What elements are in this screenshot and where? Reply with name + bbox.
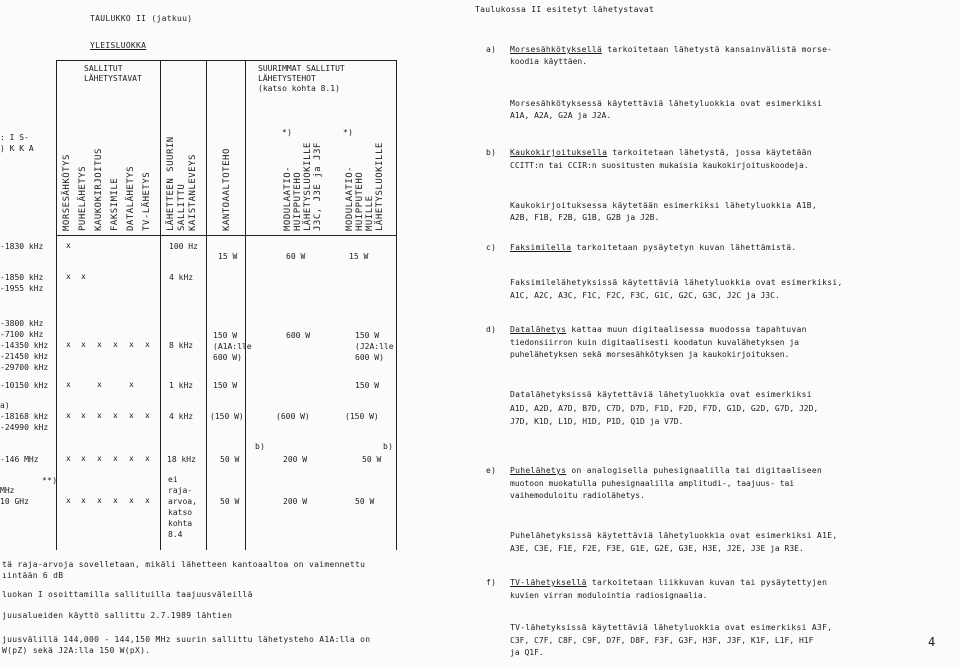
row-mark: x (66, 241, 71, 250)
page-mark: 4 (928, 635, 936, 649)
row-carrier: (150 W) (210, 412, 244, 421)
row-freq: -1850 kHz -1955 kHz (0, 273, 44, 293)
item-letter: e) (486, 466, 497, 475)
row-mark: x (66, 411, 71, 420)
row-bw: 18 kHz (167, 455, 196, 464)
item-text: Faksimilelähetyksissä käytettäviä lähetyluokkia ovat esimerkiksi, (510, 278, 843, 287)
col-header-bw: LÄHETTEEN SUURIN SALLITTU KAISTANLEVEYS (166, 136, 198, 231)
row-pep-other: 150 W (J2A:lle 600 W) (355, 331, 394, 362)
row-mark: x (145, 496, 150, 505)
row-freq-mark: **) (42, 476, 58, 485)
item-text-more: C3F, C7F, C8F, C9F, D7F, D8F, F3F, G3F, H3F, J3F, K1F, L1F, H1F ja Q1F. (510, 636, 814, 657)
row-bw: 1 kHz (169, 381, 194, 390)
row-mark: x (66, 496, 71, 505)
item-letter: d) (486, 325, 497, 334)
item-lead: Puhelähetys (510, 466, 567, 475)
footnote-line: juusalueiden käyttö sallittu 2.7.1989 lähtien (2, 611, 233, 620)
col-header-pep-j3: MODULAATIO-HUIPPUTEHO LÄHETYSLUOKILLE J3C, J3E ja J3F (283, 142, 323, 231)
item-lead: Datalähetys (510, 325, 567, 334)
item-text-more: muotoon muokatulla puhesignaalilla amplitudi-, taajuus- tai vaihemoduloitu radiolähetys. (510, 479, 795, 500)
row-mark: x (145, 340, 150, 349)
section-title: YLEISLUOKKA (90, 41, 147, 50)
item-paragraph (510, 325, 807, 334)
item-text: Datalähetyksissä käytettäviä lähetyluokkia ovat esimerkiksi (510, 390, 812, 399)
row-pep-other: 150 W (355, 381, 380, 390)
row-pep-j3: 60 W (286, 252, 306, 261)
row-freq: -3800 kHz -7100 kHz -14350 kHz -21450 kHz -29700 kHz (0, 319, 49, 372)
footnote-line: luokan I osoittamilla sallituilla taajuusväleillä (2, 590, 253, 599)
row-mark: x (66, 380, 71, 389)
row-carrier: 150 W (213, 381, 238, 390)
row-mark: x (129, 340, 134, 349)
col-header-carrier: KANTOAALTOTEHO (222, 148, 232, 231)
row-mark: x (97, 340, 102, 349)
item-text: TV-lähetyksissä käytettäviä lähetyluokkia ovat esimerkiksi A3F, (510, 623, 833, 632)
item-lead: Faksimilella (510, 243, 572, 252)
item-text: tarkoitetaan lähetystä kansainvälistä morse- (602, 45, 833, 54)
row-mark: x (113, 496, 118, 505)
item-paragraph (510, 578, 827, 587)
item-letter: b) (486, 148, 497, 157)
item-paragraph (510, 243, 797, 252)
col-header-puhe: PUHELÄHETYS (78, 165, 88, 231)
col-header-tv: TV-LÄHETYS (142, 171, 152, 231)
item-text: on analogisella puhesignaalilla tai digitaaliseen (566, 466, 823, 475)
item-text: Kaukokirjoituksessa käytetään esimerkiksi lähetyluokkia A1B, (510, 201, 817, 210)
row-pep-other: 15 W (349, 252, 369, 261)
item-paragraph (510, 45, 832, 54)
row-bw: ei raja- arvoa, katso kohta 8.4 (168, 475, 197, 539)
row-mark: x (113, 454, 118, 463)
col-header-mark: *) (282, 128, 293, 137)
col-header-data: DATALÄHETYS (126, 165, 136, 231)
table-rule (396, 60, 397, 550)
row-pep-other: 50 W (355, 497, 375, 506)
row-mark: x (113, 340, 118, 349)
left-cut-label: : I S- ) K K A (0, 133, 34, 153)
item-text-more: A1A, A2A, G2A ja J2A. (510, 111, 612, 120)
item-text-more: CCITT:n tai CCIR:n suositusten mukaisia kaukokirjoituskoodeja. (510, 161, 809, 170)
table-rule (160, 60, 161, 550)
right-header-title: Taulukossa II esitetyt lähetystavat (475, 5, 655, 14)
item-text-more: A2B, F1B, F2B, G1B, G2B ja J2B. (510, 213, 660, 222)
item-text-more: tiedonsiirron kuin digitaalisesti koodatun kuvalähetyksen ja puhelähetyksen sekä morsesähkötyksen ja kaukokirjoituksen. (510, 338, 799, 359)
row-freq: a) -18168 kHz -24990 kHz (0, 401, 49, 432)
row-mark: x (129, 454, 134, 463)
col-group-suurimmat: SUURIMMAT SALLITUT LÄHETYSTEHOT (katso kohta 8.1) (258, 64, 345, 93)
col-header-kauko: KAUKOKIRJOITUS (94, 148, 104, 231)
row-mark: x (145, 411, 150, 420)
row-freq: -146 MHz (0, 455, 39, 464)
item-letter: a) (486, 45, 497, 54)
item-text-more: kuvien virran modulointia radiosignaalia. (510, 591, 708, 600)
row-pep-j3: 200 W (283, 497, 308, 506)
item-letter: f) (486, 578, 497, 587)
item-lead: TV-lähetyksellä (510, 578, 587, 587)
row-mark: x (145, 454, 150, 463)
row-mark: x (66, 340, 71, 349)
footnote-line: ıintään 6 dB (2, 571, 64, 580)
left-header-title: TAULUKKO II (jatkuu) (90, 14, 193, 23)
row-mark: x (97, 496, 102, 505)
col-header-faksi: FAKSIMILE (110, 177, 120, 231)
row-mark: x (97, 380, 102, 389)
row-freq: -1830 kHz (0, 242, 44, 251)
row-bw: 8 kHz (169, 341, 194, 350)
item-letter: c) (486, 243, 497, 252)
table-rule (56, 235, 396, 236)
row-mark: x (81, 454, 86, 463)
row-b-mark: b) (255, 442, 266, 451)
table-rule (245, 60, 246, 550)
row-mark: x (81, 496, 86, 505)
item-text: tarkoitetaan pysäytetyn kuvan lähettämistä. (571, 243, 797, 252)
row-mark: x (129, 380, 134, 389)
row-freq: -10150 kHz (0, 381, 49, 390)
item-text-more: A3E, C3E, F1E, F2E, F3E, G1E, G2E, G3E, H3E, J2E, J3E ja R3E. (510, 544, 804, 553)
row-carrier: 150 W (A1A:lle 600 W) (213, 331, 252, 362)
row-mark: x (66, 454, 71, 463)
row-mark: x (81, 340, 86, 349)
col-header-mark: *) (343, 128, 354, 137)
row-carrier: 50 W (220, 497, 240, 506)
item-text: Morsesähkötyksessä käytettäviä lähetyluokkia ovat esimerkiksi (510, 99, 823, 108)
row-bw: 4 kHz (169, 412, 194, 421)
row-freq: MHz 10 GHz (0, 486, 29, 506)
row-mark: x (129, 411, 134, 420)
row-pep-j3: 600 W (286, 331, 311, 340)
item-paragraph (510, 148, 812, 157)
row-mark: x (97, 454, 102, 463)
item-lead: Morsesähkötyksellä (510, 45, 603, 54)
item-text: tarkoitetaan lähetystä, jossa käytetään (607, 148, 812, 157)
footnote-line: juusvälillä 144,000 - 144,150 MHz suurin sallittu lähetysteho A1A:lla on (2, 635, 371, 644)
item-text: kattaa muun digitaalisessa muodossa tapahtuvan (566, 325, 807, 334)
row-pep-j3: 200 W (283, 455, 308, 464)
item-text-more: koodia käyttäen. (510, 57, 588, 66)
item-paragraph (510, 466, 822, 475)
col-header-pep-other: MODULAATIO-HUIPPUTEHO MUILLE LÄHETYSLUOKILLE (345, 142, 385, 231)
footnote-line: W(pZ) sekä J2A:lla 150 W(pX). (2, 646, 151, 655)
item-lead: Kaukokirjoituksella (510, 148, 608, 157)
row-b-mark: b) (383, 442, 394, 451)
row-bw: 4 kHz (169, 273, 194, 282)
row-mark: x (129, 496, 134, 505)
row-carrier: 15 W (218, 252, 238, 261)
row-mark: x (66, 272, 71, 281)
row-pep-j3: (600 W) (276, 412, 310, 421)
item-text: tarkoitetaan liikkuvan kuvan tai pysäytettyjen (586, 578, 828, 587)
row-mark: x (113, 411, 118, 420)
table-rule (206, 60, 207, 550)
item-text-more: A1D, A2D, A7D, B7D, C7D, D7D, F1D, F2D, F7D, G1D, G2D, G7D, J2D, J7D, K1D, L1D, H1D, P1D, Q1D ja V7D. (510, 404, 819, 426)
table-rule (56, 60, 396, 61)
row-bw: 100 Hz (169, 242, 198, 251)
row-carrier: 50 W (220, 455, 240, 464)
col-header-morse: MORSESÄHKÖTYS (62, 154, 72, 231)
row-mark: x (97, 411, 102, 420)
row-pep-other: 50 W (362, 455, 382, 464)
row-mark: x (81, 272, 86, 281)
footnote-line: tä raja-arvoja sovelletaan, mikäli lähetteen kantoaaltoa on vaimennettu (2, 560, 366, 569)
item-text-more: A1C, A2C, A3C, F1C, F2C, F3C, G1C, G2C, G3C, J2C ja J3C. (510, 291, 780, 300)
item-text: Puhelähetyksissä käytettäviä lähetyluokkia ovat esimerkiksi A1E, (510, 531, 838, 540)
col-group-sallitut: SALLITUT LÄHETYSTAVAT (84, 64, 142, 83)
row-pep-other: (150 W) (345, 412, 379, 421)
row-mark: x (81, 411, 86, 420)
